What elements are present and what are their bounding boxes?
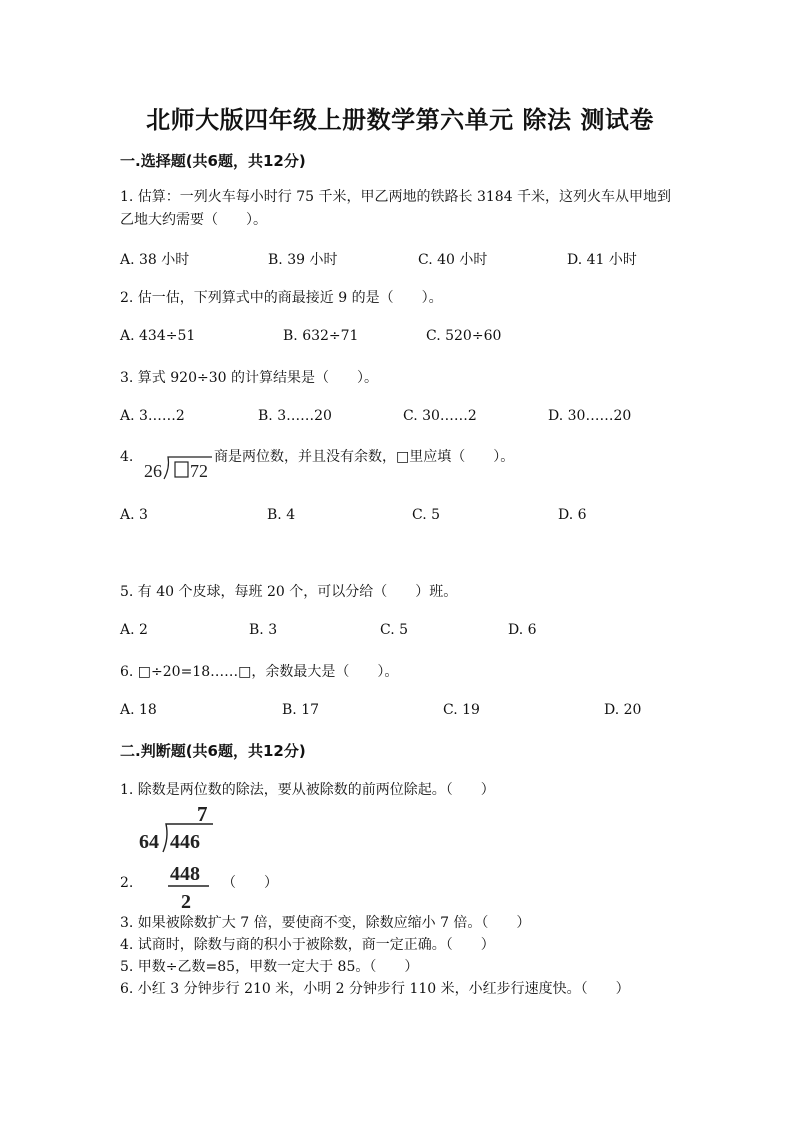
j2-quotient: 7 [197, 802, 208, 826]
judgement-6-text: 6. 小红 3 分钟步行 210 米，小明 2 分钟步行 110 米，小红步行速度快。（ ） [120, 981, 630, 997]
q2-option-c: C. 520÷60 [426, 328, 502, 344]
q1-option-b: B. 39 小时 [268, 252, 338, 268]
question-4-number: 4. [120, 449, 134, 465]
q1-option-d: D. 41 小时 [567, 252, 637, 268]
q4-dividend-digits: 72 [190, 461, 208, 481]
judgement-3-text: 3. 如果被除数扩大 7 倍，要使商不变，除数应缩小 7 倍。（ ） [120, 915, 531, 931]
q4-divisor: 26 [144, 461, 162, 481]
q6-option-d: D. 20 [604, 702, 642, 718]
q5-option-c: C. 5 [380, 622, 409, 638]
question-1-text: 1. 估算：一列火车每小时行 75 千米，甲乙两地的铁路长 3184 千米，这列火车从甲地到乙地大约需要（ ）。 [120, 189, 672, 228]
q6-option-b: B. 17 [282, 702, 320, 718]
page-title: 北师大版四年级上册数学第六单元 除法 测试卷 [146, 106, 654, 134]
j2-remainder: 2 [181, 891, 191, 912]
q5-option-b: B. 3 [249, 622, 278, 638]
q6-option-a: A. 18 [120, 702, 157, 718]
question-5-text: 5. 有 40 个皮球，每班 20 个，可以分给（ ）班。 [120, 584, 458, 600]
q3-option-a: A. 3……2 [120, 408, 185, 424]
q5-option-d: D. 6 [508, 622, 537, 638]
judgement-4-text: 4. 试商时，除数与商的积小于被除数，商一定正确。（ ） [120, 937, 495, 953]
question-4-text: 商是两位数，并且没有余数，□里应填（ ）。 [214, 449, 515, 465]
q3-option-c: C. 30……2 [403, 408, 477, 424]
q3-option-d: D. 30……20 [548, 408, 632, 424]
q2-option-b: B. 632÷71 [283, 328, 359, 344]
j2-product: 448 [170, 863, 200, 885]
q2-option-a: A. 434÷51 [120, 328, 196, 344]
section-header-choice: 一.选择题(共6题，共12分) [120, 152, 306, 170]
j2-long-division-figure [137, 800, 217, 912]
q4-long-division-figure [142, 452, 214, 484]
q4-option-d: D. 6 [558, 507, 587, 523]
judgement-1-text: 1. 除数是两位数的除法，要从被除数的前两位除起。（ ） [120, 782, 495, 798]
question-6-text: 6. □÷20=18……□，余数最大是（ ）。 [120, 664, 399, 680]
q4-option-c: C. 5 [412, 507, 441, 523]
q1-option-c: C. 40 小时 [418, 252, 488, 268]
question-3-text: 3. 算式 920÷30 的计算结果是（ ）。 [120, 370, 378, 386]
q5-option-a: A. 2 [120, 622, 148, 638]
q6-option-c: C. 19 [443, 702, 480, 718]
q3-option-b: B. 3……20 [258, 408, 332, 424]
q1-option-a: A. 38 小时 [120, 252, 190, 268]
section-header-judgement: 二.判断题(共6题，共12分) [120, 742, 306, 760]
question-2-text: 2. 估一估，下列算式中的商最接近 9 的是（ ）。 [120, 290, 443, 306]
j2-divisor: 64 [139, 831, 159, 853]
judgement-5-text: 5. 甲数÷乙数=85，甲数一定大于 85。（ ） [120, 959, 419, 975]
j2-dividend: 446 [170, 831, 200, 853]
q4-option-a: A. 3 [120, 507, 148, 523]
q4-option-b: B. 4 [267, 507, 296, 523]
judgement-2-text: （ ） [222, 875, 278, 891]
judgement-2-number: 2. [120, 875, 134, 891]
